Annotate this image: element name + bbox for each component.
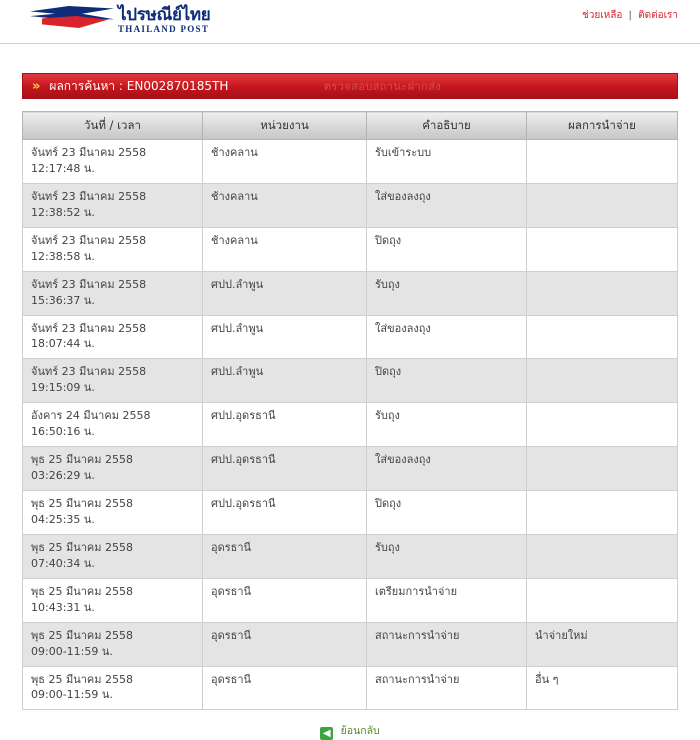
- cell-datetime: [23, 491, 203, 535]
- cell-date: พุธ 25 มีนาคม 2558: [31, 453, 134, 467]
- cell-delivery-result: [527, 578, 678, 622]
- cell-delivery-result: นำจ่ายใหม่: [527, 622, 678, 666]
- cell-datetime: [23, 534, 203, 578]
- cell-description: สถานะการนำจ่าย: [367, 666, 527, 710]
- cell-date: พุธ 25 มีนาคม 2558: [31, 672, 134, 686]
- cell-description: ใส่ของลงถุง: [367, 315, 527, 359]
- cell-description: รับถุง: [367, 271, 527, 315]
- cell-date: พุธ 25 มีนาคม 2558: [31, 497, 134, 510]
- cell-time: 15:36:37 น.: [31, 293, 95, 307]
- table-row: [23, 622, 678, 666]
- cell-office: ศปป.ลำพูน: [203, 271, 367, 315]
- cell-date: พุธ 25 มีนาคม 2558: [31, 540, 134, 554]
- cell-date: จันทร์ 23 มีนาคม 2558: [31, 146, 147, 159]
- cell-delivery-result: [527, 447, 678, 491]
- cell-date: พุธ 25 มีนาคม 2558: [31, 584, 134, 598]
- cell-delivery-result: [527, 491, 678, 535]
- cell-time: 12:38:52 น.: [31, 205, 95, 219]
- cell-time: 07:40:34 น.: [31, 556, 95, 570]
- table-row: [23, 315, 678, 359]
- cell-datetime: [23, 403, 203, 447]
- cell-description: เตรียมการนำจ่าย: [367, 578, 527, 622]
- logo-wordmark: [118, 7, 210, 36]
- table-row: [23, 403, 678, 447]
- cell-datetime: [23, 315, 203, 359]
- cell-office: อุดรธานี: [203, 622, 367, 666]
- column-header-description: คำอธิบาย: [367, 112, 527, 140]
- table-row: [23, 359, 678, 403]
- cell-time: 18:07:44 น.: [31, 337, 95, 351]
- cell-description: รับเข้าระบบ: [367, 140, 527, 184]
- column-header-datetime: วันที่ / เวลา: [23, 112, 203, 140]
- cell-delivery-result: [527, 534, 678, 578]
- cell-description: ปิดถุง: [367, 227, 527, 271]
- cell-time: 09:00-11:59 น.: [31, 644, 113, 658]
- cell-description: ปิดถุง: [367, 491, 527, 535]
- cell-description: ใส่ของลงถุง: [367, 183, 527, 227]
- cell-time: 12:17:48 น.: [31, 161, 95, 175]
- cell-office: ศปป.อุดรธานี: [203, 447, 367, 491]
- thailand-post-logo[interactable]: [30, 2, 210, 36]
- cell-date: จันทร์ 23 มีนาคม 2558: [31, 189, 147, 203]
- cell-delivery-result: [527, 403, 678, 447]
- table-row: [23, 534, 678, 578]
- cell-description: รับถุง: [367, 534, 527, 578]
- search-result-title: ผลการค้นหา : EN002870185TH: [49, 78, 229, 93]
- cell-datetime: [23, 622, 203, 666]
- cell-datetime: [23, 183, 203, 227]
- cell-office: ศปป.ลำพูน: [203, 315, 367, 359]
- cell-time: 09:00-11:59 น.: [31, 688, 113, 702]
- cell-datetime: [23, 227, 203, 271]
- cell-date: พุธ 25 มีนาคม 2558: [31, 628, 134, 642]
- table-row: [23, 227, 678, 271]
- table-header-row: [23, 112, 678, 140]
- cell-description: ใส่ของลงถุง: [367, 447, 527, 491]
- banner-watermark-text: ตรวจสอบสถานะฝากส่ง: [323, 80, 441, 93]
- column-header-delivery-result: ผลการนำจ่าย: [527, 112, 678, 140]
- tracking-table-wrapper: [22, 111, 678, 710]
- search-result-banner: [22, 73, 678, 99]
- logo-text-english: THAILAND POST: [118, 24, 210, 34]
- cell-time: 19:15:09 น.: [31, 381, 95, 395]
- table-row: [23, 183, 678, 227]
- cell-description: ปิดถุง: [367, 359, 527, 403]
- cell-time: 04:25:35 น.: [31, 512, 95, 526]
- cell-delivery-result: [527, 315, 678, 359]
- cell-office: อุดรธานี: [203, 578, 367, 622]
- cell-description: สถานะการนำจ่าย: [367, 622, 527, 666]
- cell-date: จันทร์ 23 มีนาคม 2558: [31, 365, 147, 379]
- table-row: [23, 271, 678, 315]
- cell-description: รับถุง: [367, 403, 527, 447]
- tracking-table: [22, 111, 678, 710]
- cell-office: อุดรธานี: [203, 666, 367, 710]
- tracking-table-body: [23, 140, 678, 710]
- cell-date: จันทร์ 23 มีนาคม 2558: [31, 321, 147, 335]
- table-row: [23, 491, 678, 535]
- cell-office: ศปป.อุดรธานี: [203, 491, 367, 535]
- cell-office: ศปป.อุดรธานี: [203, 403, 367, 447]
- cell-office: ศปป.ลำพูน: [203, 359, 367, 403]
- double-chevron-right-icon: »: [32, 78, 38, 94]
- cell-time: 10:43:31 น.: [31, 600, 95, 614]
- back-link[interactable]: ย้อนกลับ: [340, 725, 380, 738]
- cell-delivery-result: [527, 140, 678, 184]
- cell-delivery-result: [527, 227, 678, 271]
- cell-delivery-result: อื่น ๆ: [527, 666, 678, 710]
- table-row: [23, 140, 678, 184]
- links-separator: |: [628, 10, 632, 21]
- cell-delivery-result: [527, 183, 678, 227]
- cell-office: ช้างคลาน: [203, 227, 367, 271]
- cell-datetime: [23, 666, 203, 710]
- help-link[interactable]: ช่วยเหลือ: [581, 10, 623, 21]
- back-arrow-icon[interactable]: ◀: [320, 727, 333, 740]
- cell-datetime: [23, 447, 203, 491]
- cell-time: 12:38:58 น.: [31, 249, 95, 263]
- table-row: [23, 578, 678, 622]
- cell-delivery-result: [527, 359, 678, 403]
- cell-datetime: [23, 578, 203, 622]
- footer-back-row: [0, 722, 700, 740]
- cell-office: ช้างคลาน: [203, 183, 367, 227]
- cell-delivery-result: [527, 271, 678, 315]
- cell-time: 16:50:16 น.: [31, 425, 95, 439]
- cell-datetime: [23, 359, 203, 403]
- contact-link[interactable]: ติดต่อเรา: [638, 10, 678, 21]
- table-row: [23, 666, 678, 710]
- cell-office: ช้างคลาน: [203, 140, 367, 184]
- table-row: [23, 447, 678, 491]
- header-links: [582, 8, 678, 23]
- cell-datetime: [23, 140, 203, 184]
- cell-time: 03:26:29 น.: [31, 469, 95, 483]
- site-header: [0, 0, 700, 44]
- cell-date: จันทร์ 23 มีนาคม 2558: [31, 233, 147, 247]
- logo-text-thai: ไปรษณีย์ไทย: [118, 5, 211, 25]
- cell-date: อังคาร 24 มีนาคม 2558: [31, 409, 151, 423]
- cell-office: อุดรธานี: [203, 534, 367, 578]
- cell-date: จันทร์ 23 มีนาคม 2558: [31, 277, 147, 291]
- column-header-office: หน่วยงาน: [203, 112, 367, 140]
- thailand-post-logo-icon: [30, 2, 114, 36]
- cell-datetime: [23, 271, 203, 315]
